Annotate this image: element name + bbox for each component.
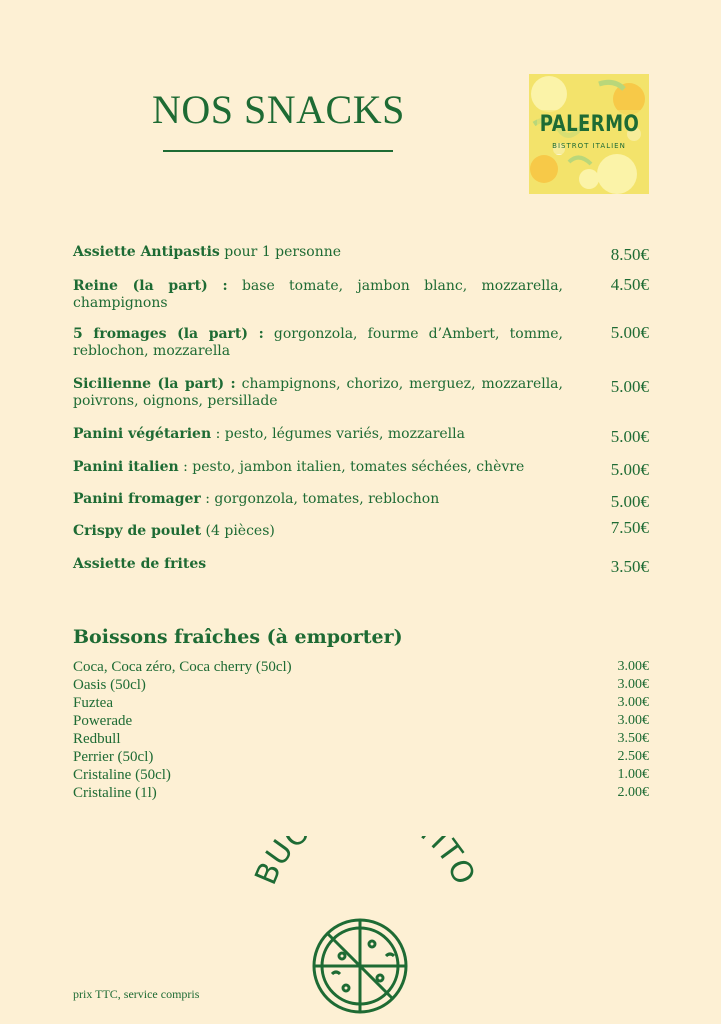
item-price: 3.50€ <box>610 557 649 576</box>
drink-name: Cristaline (50cl) <box>73 767 171 783</box>
item-price: 5.00€ <box>610 427 649 446</box>
item-name: Panini végétarien <box>73 426 212 442</box>
menu-item <box>73 323 649 360</box>
item-name: Assiette Antipastis <box>73 244 220 260</box>
item-name: Crispy de poulet <box>73 523 202 539</box>
drink-price: 3.00€ <box>617 677 649 692</box>
item-desc: champignons, chorizo, merguez, mozzarella, poivrons, oignons, persillade <box>73 376 563 409</box>
snack-menu <box>73 244 649 576</box>
menu-item <box>73 459 649 479</box>
item-desc: : gorgonzola, tomates, reblochon <box>200 491 440 507</box>
drink-item <box>73 712 649 730</box>
item-desc: gorgonzola, fourme d’Ambert, tomme, reblochon, mozzarella <box>73 326 563 359</box>
item-price: 5.00€ <box>610 323 649 342</box>
title-divider <box>163 150 393 152</box>
menu-item <box>73 275 649 312</box>
item-name: Panini italien <box>73 459 179 475</box>
item-name: Sicilienne (la part) : <box>73 376 236 392</box>
item-name: Reine (la part) : <box>73 278 228 294</box>
item-desc: base tomate, jambon blanc, mozzarella, champignons <box>73 278 563 311</box>
drink-item <box>73 676 649 694</box>
menu-item <box>73 518 649 540</box>
drink-item <box>73 730 649 748</box>
drink-item <box>73 694 649 712</box>
item-price: 8.50€ <box>610 245 649 264</box>
drink-price: 3.00€ <box>617 695 649 710</box>
drink-item <box>73 748 649 766</box>
drink-name: Cristaline (1l) <box>73 785 157 801</box>
drink-price: 3.00€ <box>617 659 649 674</box>
item-price: 7.50€ <box>610 518 649 537</box>
item-price: 5.00€ <box>610 460 649 479</box>
buon-appetito-text: BU ITO <box>250 836 480 890</box>
item-desc: pour 1 personne <box>219 244 342 260</box>
drink-name: Coca, Coca zéro, Coca cherry (50cl) <box>73 659 292 675</box>
price-note: prix TTC, service compris <box>73 987 200 1001</box>
drink-item <box>73 766 649 784</box>
item-desc: : pesto, jambon italien, tomates séchées, chèvre <box>178 459 525 475</box>
drink-price: 2.50€ <box>617 749 649 764</box>
item-name: Assiette de frites <box>73 556 207 572</box>
page-title: NOS SNACKS <box>152 87 405 132</box>
drink-item <box>73 658 649 676</box>
drink-price: 3.50€ <box>617 731 649 746</box>
drink-name: Powerade <box>73 713 133 729</box>
menu-item <box>73 426 649 446</box>
menu-item <box>73 556 649 576</box>
logo-subtitle: BISTROT ITALIEN <box>552 142 626 150</box>
buon-appetito-logo <box>250 836 480 1016</box>
drink-name: Perrier (50cl) <box>73 749 154 765</box>
item-price: 4.50€ <box>610 275 649 294</box>
drink-name: Fuztea <box>73 695 113 711</box>
item-name: 5 fromages (la part) : <box>73 326 264 342</box>
drinks-heading: Boissons fraîches (à emporter) <box>73 626 403 648</box>
drink-name: Redbull <box>73 731 121 747</box>
drink-price: 3.00€ <box>617 713 649 728</box>
item-desc: (4 pièces) <box>201 523 275 539</box>
palermo-logo <box>529 74 649 194</box>
drinks-list <box>73 658 649 802</box>
drink-item <box>73 784 649 802</box>
pizza-icon <box>314 920 406 1012</box>
item-price: 5.00€ <box>610 492 649 511</box>
drink-name: Oasis (50cl) <box>73 677 146 693</box>
item-name: Panini fromager <box>73 491 201 507</box>
logo-name: PALERMO <box>539 112 640 137</box>
item-price: 5.00€ <box>610 377 649 396</box>
item-desc: : pesto, légumes variés, mozzarella <box>211 426 465 442</box>
drink-price: 2.00€ <box>617 785 649 800</box>
menu-item <box>73 244 649 264</box>
menu-item <box>73 376 649 410</box>
menu-item <box>73 491 649 511</box>
drink-price: 1.00€ <box>617 767 649 782</box>
